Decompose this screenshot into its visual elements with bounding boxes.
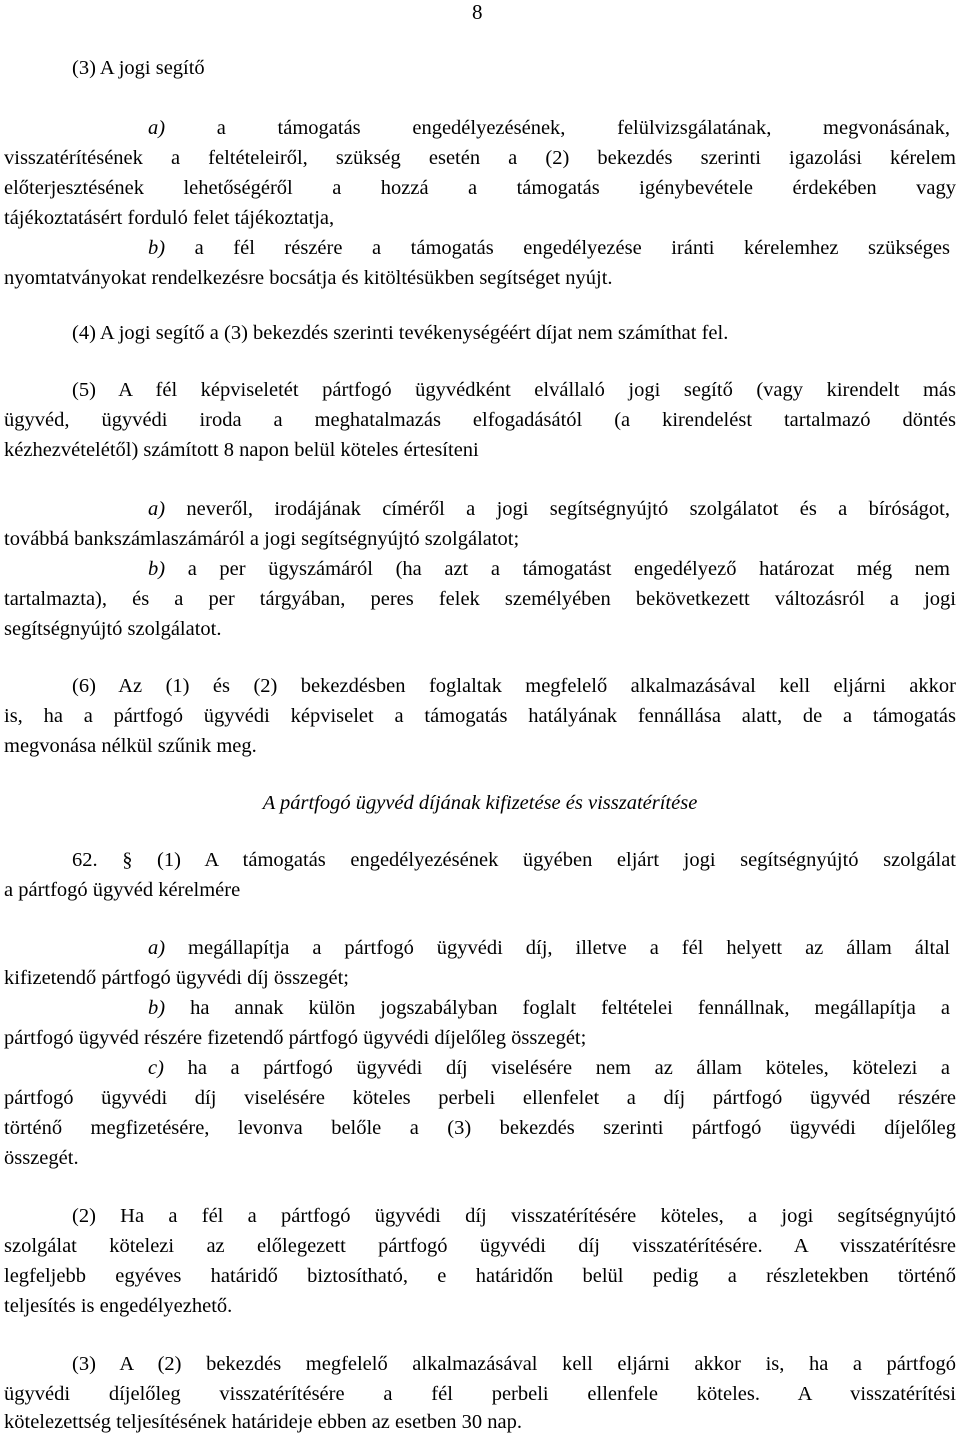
text-line: pártfogó ügyvédi díj viselésére köteles perbeli ellenfelet a díj pártfogó ügyvéd részére (4, 1087, 956, 1109)
text-line: szolgálat kötelezi az előlegezett pártfogó ügyvédi díj visszatérítésére. A visszatérítésre (4, 1235, 956, 1257)
text-line: pártfogó ügyvéd részére fizetendő pártfogó ügyvédi díjelőleg összegét; (4, 1027, 587, 1049)
item-a-line (148, 116, 950, 140)
item-marker: c) (148, 1057, 164, 1079)
item-marker: a) (148, 937, 166, 959)
text-line: legfeljebb egyéves határidő biztosítható, e határidőn belül pedig a részletekben történő (4, 1265, 956, 1287)
item-marker: a) (148, 117, 166, 139)
item-marker: a) (148, 498, 166, 520)
text-line: kézhezvételétől) számított 8 napon belül köteles értesíteni (4, 439, 479, 461)
item-text: megállapítja a pártfogó ügyvédi díj, illetve a fél helyett az állam által (188, 937, 951, 959)
paragraph-2-line: (2) Ha a fél a pártfogó ügyvédi díj visszatérítésére köteles, a jogi segítségnyújtó (72, 1205, 956, 1227)
text-line: teljesítés is engedélyezhető. (4, 1295, 233, 1317)
text-line: továbbá bankszámlaszámáról a jogi segítségnyújtó szolgálatot; (4, 528, 520, 550)
text-line: ügyvédi díjelőleg visszatérítésére a fél perbeli ellenfele köteles. A visszatérítési (4, 1383, 956, 1405)
item-text: a támogatás engedélyezésének, felülvizsgálatának, megvonásának, (216, 117, 950, 139)
item-a-line (148, 497, 950, 521)
text-line: kifizetendő pártfogó ügyvédi díj összegét; (4, 967, 349, 989)
text-line: történő megfizetésére, levonva belőle a (3) bekezdés szerinti pártfogó ügyvédi díjelőleg (4, 1117, 956, 1139)
text-line: összegét. (4, 1147, 79, 1169)
item-text: a fél részére a támogatás engedélyezése iránti kérelemhez szükséges (194, 237, 950, 259)
text-line: kötelezettség teljesítésének határideje ebben az esetben 30 nap. (4, 1411, 522, 1433)
paragraph-3-line: (3) A (2) bekezdés megfelelő alkalmazásával kell eljárni akkor is, ha a pártfogó (72, 1353, 956, 1375)
item-b-line (148, 236, 950, 260)
item-b-line (148, 996, 950, 1020)
paragraph-5-line: (5) A fél képviseletét pártfogó ügyvédként elvállaló jogi segítő (vagy kirendelt más (72, 379, 956, 401)
text-line: előterjesztésének lehetőségéről a hozzá a támogatás igénybevétele érdekében vagy (4, 177, 956, 199)
paragraph-3-heading: (3) A jogi segítő (72, 57, 205, 79)
item-marker: b) (148, 997, 166, 1019)
item-text: ha annak külön jogszabályban foglalt feltételei fennállnak, megállapítja a (190, 997, 950, 1019)
page-number: 8 (472, 0, 483, 24)
section-62-line: 62. § (1) A támogatás engedélyezésének ügyében eljárt jogi segítségnyújtó szolgálat (72, 849, 956, 871)
item-c-line (148, 1056, 950, 1080)
text-line: nyomtatványokat rendelkezésre bocsátja és kitöltésükben segítséget nyújt. (4, 267, 613, 289)
text-line: tájékoztatásért forduló felet tájékoztatja, (4, 207, 335, 229)
text-line: segítségnyújtó szolgálatot. (4, 618, 222, 640)
item-marker: b) (148, 558, 166, 580)
text-line: megvonása nélkül szűnik meg. (4, 735, 257, 757)
item-text: a per ügyszámáról (ha azt a támogatást engedélyező határozat még nem (187, 558, 951, 580)
text-line: tartalmazta), és a per tárgyában, peres felek személyében bekövetkezett változásról a jogi (4, 588, 956, 610)
item-marker: b) (148, 237, 166, 259)
item-text: neveről, irodájának címéről a jogi segítségnyújtó szolgálatot és a bíróságot, (186, 498, 950, 520)
text-line: ügyvéd, ügyvédi iroda a meghatalmazás elfogadásától (a kirendelést tartalmazó döntés (4, 409, 956, 431)
item-a-line (148, 936, 950, 960)
item-text: ha a pártfogó ügyvédi díj viselésére nem az állam köteles, kötelezi a (187, 1057, 950, 1079)
text-line: visszatérítésének a feltételeiről, szükség esetén a (2) bekezdés szerinti igazolási kérelem (4, 147, 956, 169)
paragraph-6-line: (6) Az (1) és (2) bekezdésben foglaltak megfelelő alkalmazásával kell eljárni akkor (72, 675, 956, 697)
paragraph-4: (4) A jogi segítő a (3) bekezdés szerinti tevékenységéért díjat nem számíthat fel. (72, 322, 729, 344)
item-b-line (148, 557, 950, 581)
section-heading: A pártfogó ügyvéd díjának kifizetése és visszatérítése (262, 792, 698, 814)
text-line: a pártfogó ügyvéd kérelmére (4, 879, 241, 901)
text-line: is, ha a pártfogó ügyvédi képviselet a támogatás hatályának fennállása alatt, de a támogatás (4, 705, 956, 727)
